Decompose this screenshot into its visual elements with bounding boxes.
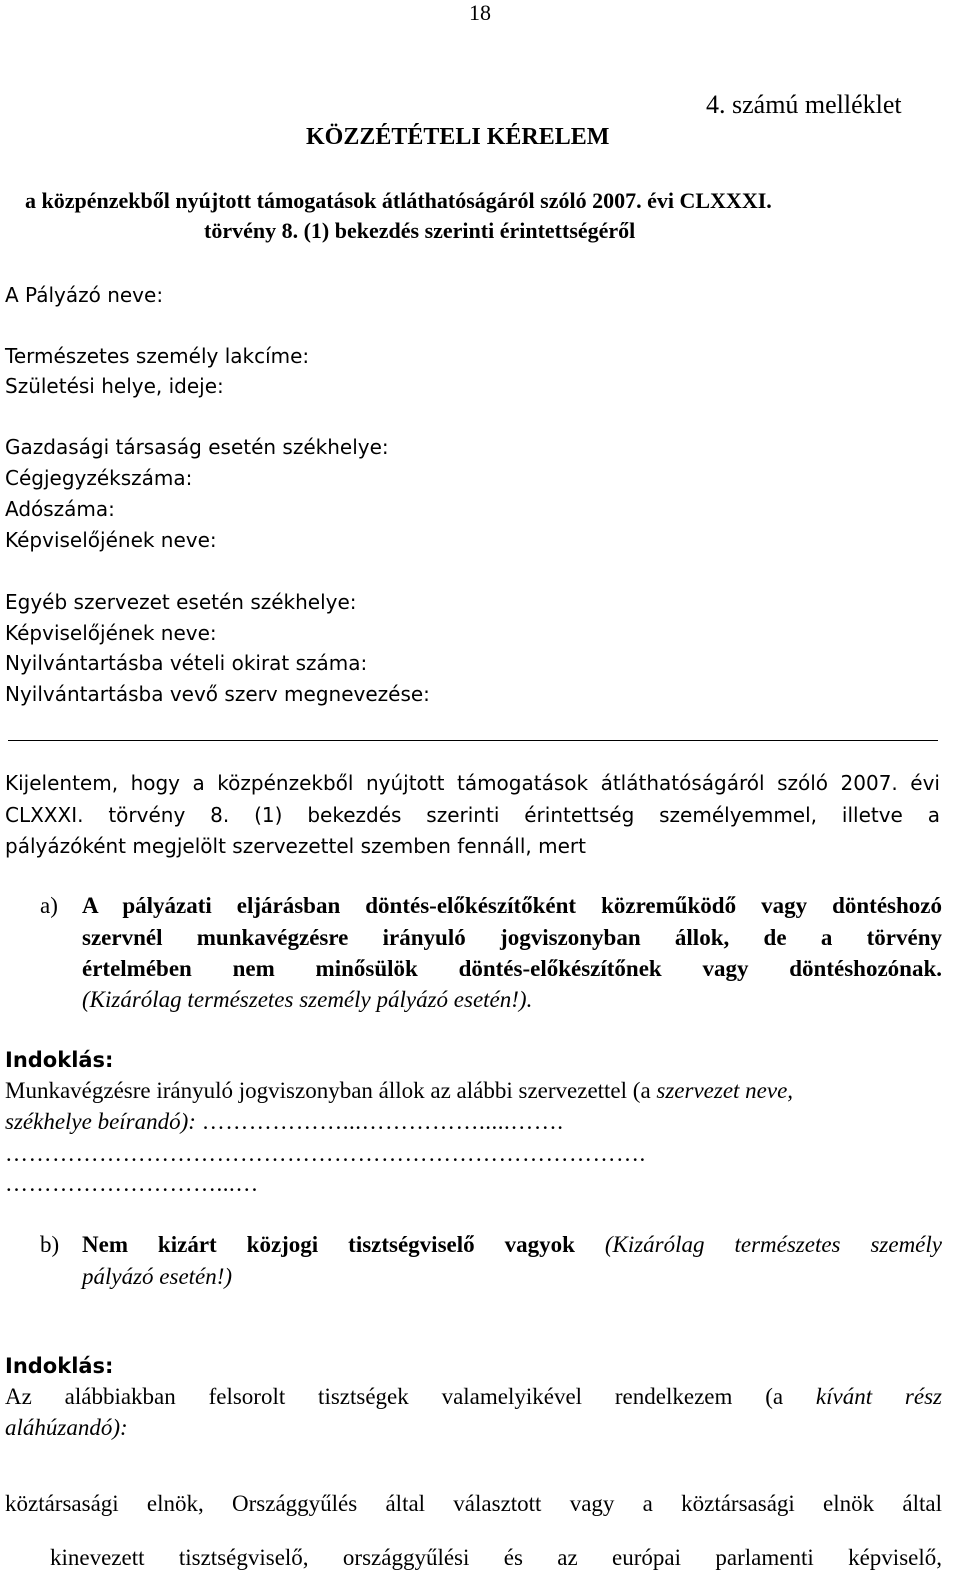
justification-a-text: Munkavégzésre irányuló jogviszonyban állok az alábbi szervezettel (a — [5, 1078, 657, 1103]
field-other-rep: Képviselőjének neve: — [5, 621, 217, 645]
page-title: KÖZZÉTÉTELI KÉRELEM — [306, 124, 610, 150]
item-b-line-1 — [82, 1232, 942, 1258]
justification-a-line-1 — [5, 1078, 793, 1104]
office-list-line-2: kinevezett tisztségviselő, országgyűlési és az európai parlamenti képviselő, — [50, 1545, 942, 1570]
field-birth: Születési helye, ideje: — [5, 374, 224, 398]
field-registry-org: Nyilvántartásba vevő szerv megnevezése: — [5, 682, 430, 706]
justification-a-label: Indoklás: — [5, 1048, 114, 1072]
justification-b-text: Az alábbiakban felsorolt tisztségek valamelyikével rendelkezem (a — [5, 1384, 816, 1409]
subtitle-line-1: a közpénzekből nyújtott támogatások átláthatóságáról szóló 2007. évi CLXXXI. — [25, 188, 772, 213]
justification-b-line-1 — [5, 1384, 942, 1410]
declaration-line-2: CLXXXI. törvény 8. (1) bekezdés szerinti érintettség személyemmel, illetve a — [5, 803, 940, 827]
item-b-bold: Nem kizárt közjogi tisztségviselő vagyok — [82, 1232, 575, 1257]
justification-b-italic: kívánt rész — [815, 1384, 942, 1409]
item-a-marker: a) — [40, 893, 58, 918]
justification-a-line-2 — [5, 1109, 563, 1135]
item-a-line-2: szervnél munkavégzésre irányuló jogviszonyban állok, de a törvény — [82, 925, 942, 950]
fill-in-dots: ………………...…………….....……. — [201, 1109, 564, 1134]
field-registry-doc: Nyilvántartásba vételi okirat száma: — [5, 651, 368, 675]
item-a-line-3: értelmében nem minősülök döntés-előkészítőnek vagy döntéshozónak. — [82, 956, 942, 981]
fill-in-dots-line-3: ………………………………………………………………………. — [5, 1141, 646, 1166]
field-other-seat: Egyéb szervezet esetén székhelye: — [5, 590, 357, 614]
section-divider — [8, 740, 938, 741]
office-list-line-1: köztársasági elnök, Országgyűlés által választott vagy a köztársasági elnök által — [5, 1491, 942, 1516]
field-tax-number: Adószáma: — [5, 497, 115, 521]
item-b-marker: b) — [40, 1232, 60, 1257]
fill-in-dots-line-4: ………………………...… — [5, 1171, 259, 1196]
justification-b-label: Indoklás: — [5, 1354, 114, 1378]
field-company-rep: Képviselőjének neve: — [5, 528, 217, 552]
field-company-reg: Cégjegyzékszáma: — [5, 466, 193, 490]
justification-a-italic: szervezet neve, — [656, 1078, 794, 1103]
field-applicant-name: A Pályázó neve: — [5, 283, 164, 307]
item-a-line-1: A pályázati eljárásban döntés-előkészítőként közreműködő vagy döntéshozó — [82, 893, 942, 918]
field-natural-address: Természetes személy lakcíme: — [5, 344, 310, 368]
page-number: 18 — [469, 0, 491, 25]
declaration-line-3: pályázóként megjelölt szervezettel szemben fennáll, mert — [5, 834, 586, 858]
subtitle-line-2: törvény 8. (1) bekezdés szerinti érintettségéről — [204, 218, 636, 243]
field-company-seat: Gazdasági társaság esetén székhelye: — [5, 435, 389, 459]
annex-label: 4. számú melléklet — [706, 90, 902, 119]
item-b-line-2: pályázó esetén!) — [82, 1264, 233, 1289]
item-b-italic: (Kizárólag természetes személy — [604, 1232, 942, 1257]
justification-a-italic-2: székhelye beírandó): — [5, 1109, 196, 1134]
declaration-line-1: Kijelentem, hogy a közpénzekből nyújtott támogatások átláthatóságáról szóló 2007. évi — [5, 771, 940, 795]
justification-b-line-2: aláhúzandó): — [5, 1415, 128, 1440]
item-a-line-4: (Kizárólag természetes személy pályázó esetén!). — [82, 987, 533, 1012]
